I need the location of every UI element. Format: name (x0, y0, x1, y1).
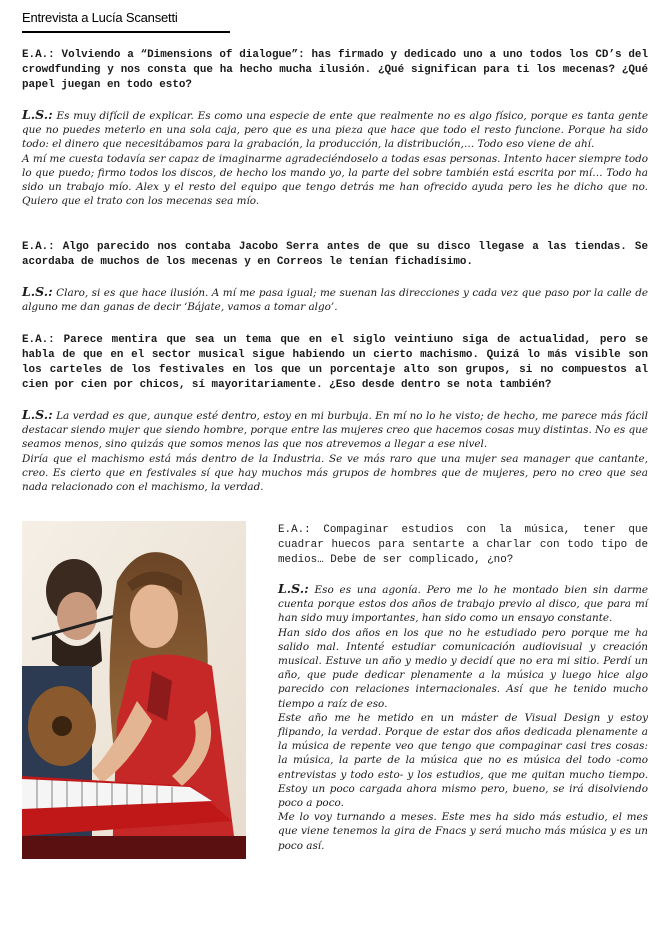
speaker-label: L.S.: (22, 107, 53, 122)
answer-1 (22, 108, 648, 208)
question-3: E.A.: Parece mentira que sea un tema que en el siglo veintiuno siga de actualidad, pero se habla de que en el sector musical sigue habiendo un cierto machismo. Quizá lo más visible son los carteles de los festivales en los que un porcentaje alto son grupos, si no compuestos al cien por cien por chicos, sí mayoritariamente. ¿Eso desde dentro se nota también? (22, 334, 648, 391)
answer-3-p1 (22, 408, 648, 452)
photo-illustration (22, 521, 246, 859)
answer-2 (22, 285, 648, 314)
answer-2-p1 (22, 285, 648, 314)
photo-singer-keyboard (22, 521, 246, 859)
answer-1-p2: A mí me cuesta todavía ser capaz de imaginarme agradeciéndoselo a todas esas personas. Intento hacer siempre todo lo que puedo; firmo todos los discos, de hecho los mando yo, la parte del sobre también está escrita por mí… Todo ha sido un trabajo mío. Alex y el resto del equipo que tengo detrás me han ofrecido ayuda pero les he dicho que no. Quiero que el trato con los mecenas sea mío. (22, 152, 648, 208)
question-2: E.A.: Algo parecido nos contaba Jacobo Serra antes de que su disco llegase a las tiendas. Se acordaba de muchos de los mecenas y en Correos le tenían fichadísimo. (22, 241, 648, 268)
answer-4-p1 (278, 582, 648, 626)
speaker-label: L.S.: (22, 284, 53, 299)
speaker-label: L.S.: (278, 581, 309, 596)
answer-text: Claro, si es que hace ilusión. A mí me pasa igual; me suenan las direcciones y cada vez que paso por la calle de alguno me dan ganas de decir ‘Bájate, vamos a tomar algo’. (22, 287, 648, 314)
answer-4 (278, 582, 648, 853)
answer-4-p3: Este año me he metido en un máster de Visual Design y estoy flipando, la verdad. Porque de estar dos años dedicada plenamente a la música de repente veo que tengo que compaginar casi tres cosas: la música, la parte de la música que no es música del todo -como entrevistas y todo esto- y los estudios, que me quitan mucho tiempo. Estoy un poco cargada ahora mismo pero, bueno, se irá disolviendo poco a poco. (278, 711, 648, 810)
answer-text: La verdad es que, aunque esté dentro, estoy en mi burbuja. En mí no lo he visto; de hecho, me parece más fácil destacar siendo mujer que siendo hombre, porque entre las mujeres creo que hacemos cosas muy distintas. No es que seamos menos, sino quizás que somos menos las que nos atrevemos a llegar a ese nivel. (22, 410, 648, 451)
answer-1-p1 (22, 108, 648, 152)
answer-4-p2: Han sido dos años en los que no he estudiado pero porque me ha salido mal. Intenté estudiar comunicación audiovisual y creación musical. Estuve un año y medio y decidí que no era mi sitio. Perdí un año, que pude dedicar plenamente a la música y luego hice algo parecido con relaciones internacionales. Así que he tenido mucho tiempo a raíz de eso. (278, 626, 648, 710)
answer-text: Es muy difícil de explicar. Es como una especie de ente que realmente no es algo físico, porque es tanta gente que no puedes meterlo en una sola caja, pero que es una pieza que hace que todo el resto funcione. Porque ha sido todo: el dinero que necesitábamos para la grabación, la producción, la distribución,… Todo eso viene de ahí. (22, 110, 648, 151)
question-1: E.A.: Volviendo a “Dimensions of dialogue”: has firmado y dedicado uno a uno todos los CD’s del crowdfunding y nos consta que ha hecho mucha ilusión. ¿Qué significan para ti los mecenas? ¿Qué papel juegan en todo esto? (22, 49, 648, 91)
answer-4-p4: Me lo voy turnando a meses. Este mes ha sido más estudio, el mes que viene tenemos la gira de Fnacs y será mucho más música y es un poco así. (278, 811, 648, 852)
answer-3-p2: Diría que el machismo está más dentro de la Industria. Se ve más raro que una mujer sea manager que cantante, creo. Es cierto que en festivales sí que hay muchos más grupos de hombres que de mujeres, pero no creo que sea nada relacionado con el machismo, la verdad. (22, 452, 648, 494)
header-title: Entrevista a Lucía Scansetti (22, 10, 230, 33)
answer-text: Eso es una agonía. Pero me lo he montado bien sin darme cuenta porque estos dos años de trabajo previo al disco, que para mí han sido muy importantes, han sido como un ensayo constante. (278, 584, 648, 625)
speaker-label: L.S.: (22, 407, 53, 422)
question-4: E.A.: Compaginar estudios con la música, tener que cuadrar huecos para sentarte a charlar con todo tipo de medios… Debe de ser complicado, ¿no? (278, 524, 648, 566)
answer-3 (22, 408, 648, 494)
